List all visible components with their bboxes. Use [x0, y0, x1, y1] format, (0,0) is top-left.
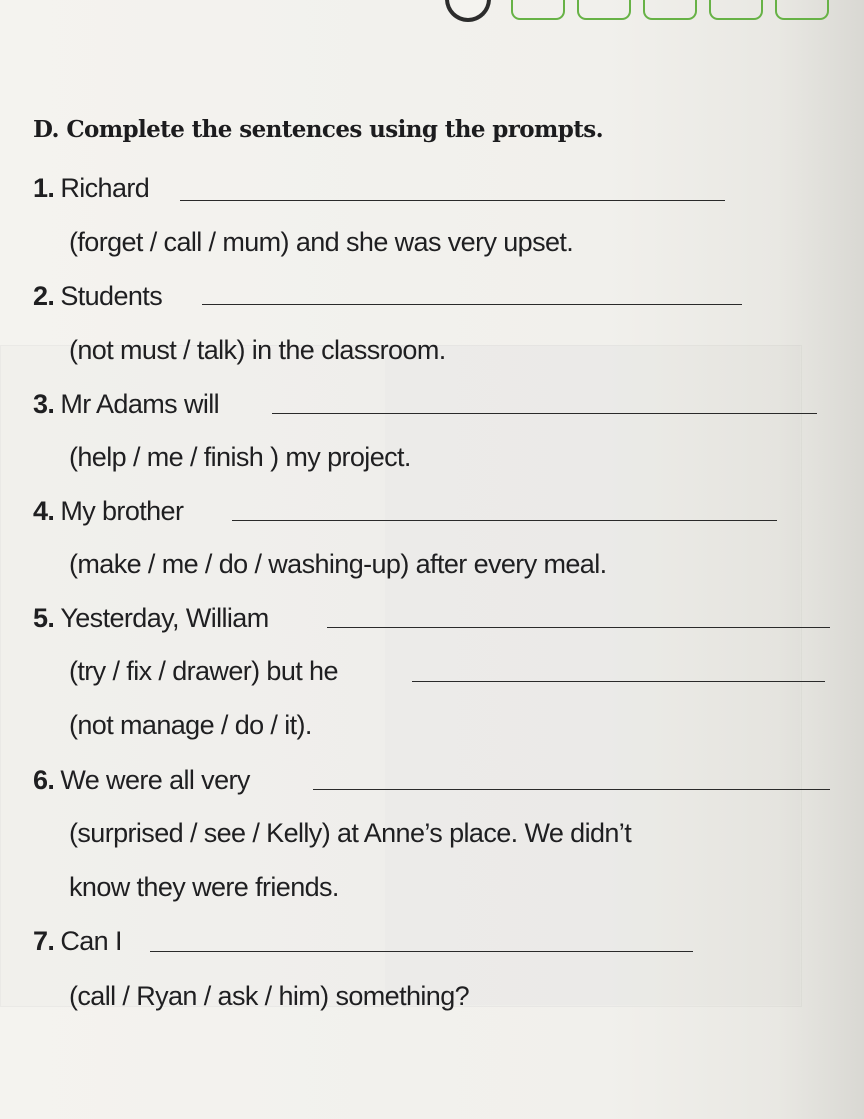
- item-5-prompt-2: (not manage / do / it).: [69, 710, 312, 740]
- answer-blank-2[interactable]: [202, 304, 742, 305]
- answer-blank-5a[interactable]: [327, 627, 830, 628]
- item-start-text: Students: [60, 281, 163, 311]
- item-start-text: Richard: [60, 173, 150, 203]
- score-boxes: [445, 0, 841, 22]
- item-6-prompt-2: know they were friends.: [69, 872, 339, 902]
- item-5-start: [33, 601, 269, 635]
- score-box: [511, 0, 565, 20]
- item-1-start: [33, 171, 149, 205]
- score-box: [775, 0, 829, 20]
- item-start-text: Can I: [60, 926, 122, 956]
- item-1-prompt: (forget / call / mum) and she was very upset.: [69, 227, 574, 257]
- item-2-start: [33, 279, 162, 313]
- score-box: [577, 0, 631, 20]
- item-number: 4.: [33, 496, 55, 526]
- score-box: [709, 0, 763, 20]
- item-5-prompt-1: (try / fix / drawer) but he: [69, 656, 338, 686]
- item-number: 6.: [33, 765, 55, 795]
- item-6-start: [33, 763, 250, 797]
- bleed-through-column: [385, 345, 800, 1005]
- item-start-text: My brother: [60, 496, 184, 526]
- score-circle-icon: [445, 0, 491, 22]
- answer-blank-4[interactable]: [232, 520, 777, 521]
- answer-blank-5b[interactable]: [412, 681, 825, 682]
- item-3-start: [33, 387, 219, 421]
- exercise-heading: D. Complete the sentences using the prompts.: [33, 116, 604, 143]
- item-4-prompt: (make / me / do / washing-up) after every meal.: [69, 549, 607, 579]
- item-number: 3.: [33, 389, 55, 419]
- item-number: 7.: [33, 926, 55, 956]
- item-7-start: [33, 924, 122, 958]
- item-6-prompt-1: (surprised / see / Kelly) at Anne’s place. We didn’t: [69, 818, 632, 848]
- answer-blank-6[interactable]: [313, 789, 830, 790]
- answer-blank-3[interactable]: [272, 413, 817, 414]
- item-start-text: We were all very: [60, 765, 250, 795]
- answer-blank-1[interactable]: [180, 200, 725, 201]
- score-box: [643, 0, 697, 20]
- item-7-prompt: (call / Ryan / ask / him) something?: [69, 981, 470, 1011]
- item-2-prompt: (not must / talk) in the classroom.: [69, 335, 446, 365]
- item-start-text: Mr Adams will: [60, 389, 220, 419]
- answer-blank-7[interactable]: [150, 951, 693, 952]
- item-number: 5.: [33, 603, 55, 633]
- item-3-prompt: (help / me / finish ) my project.: [69, 442, 411, 472]
- item-4-start: [33, 494, 183, 528]
- item-number: 1.: [33, 173, 55, 203]
- item-start-text: Yesterday, William: [60, 603, 269, 633]
- item-number: 2.: [33, 281, 55, 311]
